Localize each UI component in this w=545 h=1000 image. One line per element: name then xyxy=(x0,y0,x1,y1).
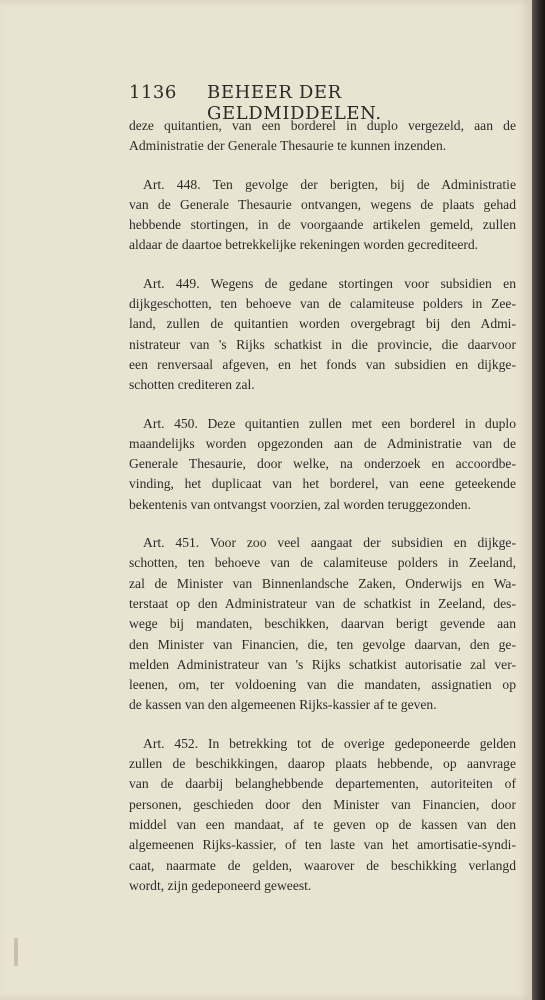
text-line: terstaat op den Administrateur van de schatkist in Zeeland, des- xyxy=(129,595,516,611)
text-line: Art. 448. Ten gevolge der berigten, bij de Administratie xyxy=(143,176,516,192)
text-line: dijkgeschotten, ten behoeve van de calamiteuse polders in Zee- xyxy=(129,296,516,312)
text-line: schotten crediteren zal. xyxy=(129,377,255,393)
text-line: aldaar de daartoe betrekkelijke rekeningen worden gecrediteerd. xyxy=(129,237,479,253)
text-line: zal de Minister van Binnenlandsche Zaken, Onderwijs en Wa- xyxy=(129,575,516,591)
text-line: wege bij mandaten, beschikken, daarvan berigt gevende aan xyxy=(129,616,516,632)
text-line: van de Generale Thesaurie ontvangen, wegens de plaats gehad xyxy=(129,196,516,212)
text-line: Generale Thesaurie, door welke, na onderzoek en accoordbe- xyxy=(129,456,516,472)
text-line: den Minister van Financien, die, ten gevolge daarvan, den ge- xyxy=(129,636,516,652)
text-line: deze quitantien, van een borderel in duplo vergezeld, aan de xyxy=(129,118,516,133)
page-header xyxy=(115,82,520,124)
text-line: van de daarbij belanghebbende departementen, autoriteiten of xyxy=(129,776,516,792)
page-body xyxy=(129,116,516,896)
book-spine-shadow xyxy=(532,0,545,1000)
text-line: Art. 449. Wegens de gedane stortingen voor subsidien en xyxy=(143,275,516,291)
text-line: schotten, ten behoeve van de calamiteuse polders in Zeeland, xyxy=(129,555,516,571)
article-451 xyxy=(129,533,516,716)
text-line: algemeenen Rijks-kassier, of ten laste van het amortisatie-syndi- xyxy=(129,837,516,853)
text-line: leenen, om, ter voldoening van die mandaten, assignatien op xyxy=(129,677,516,693)
page-number: 1136 xyxy=(129,82,177,103)
article-448 xyxy=(129,175,516,256)
text-line: land, zullen de quitantien worden overgebragt bij den Admi- xyxy=(129,316,516,332)
text-line: zullen de beschikkingen, daarop plaats hebbende, op aanvrage xyxy=(129,756,516,772)
article-450 xyxy=(129,414,516,515)
text-line: Art. 451. Voor zoo veel aangaat der subsidien en dijkge- xyxy=(143,535,516,551)
text-line: melden Administrateur van 's Rijks schatkist autorisatie zal ver- xyxy=(129,656,516,672)
text-line: hebbende stortingen, in de voorgaande artikelen gemeld, zullen xyxy=(129,217,516,233)
paragraph-continuation xyxy=(129,116,516,157)
article-452 xyxy=(129,734,516,896)
running-title: BEHEER DER GELDMIDDELEN. xyxy=(207,82,382,124)
text-line: middel van een mandaat, af te geven op de kassen van den xyxy=(129,816,516,832)
text-line: maandelijks worden opgezonden aan de Administratie van de xyxy=(129,435,516,451)
text-line: Art. 452. In betrekking tot de overige gedeponeerde gelden xyxy=(143,735,516,751)
text-line: wordt, zijn gedeponeerd geweest. xyxy=(129,877,312,893)
text-line: Administratie der Generale Thesaurie te kunnen inzenden. xyxy=(129,138,447,154)
text-line: personen, geschieden door den Minister van Financien, door xyxy=(129,796,516,812)
text-line: een renversaal afgeven, en het fonds van subsidien en dijkge- xyxy=(129,356,516,372)
text-line: caat, naarmate de gelden, waarover de beschikking verlangd xyxy=(129,857,516,873)
text-line: Art. 450. Deze quitantien zullen met een borderel in duplo xyxy=(143,415,516,431)
text-line: nistrateur van 's Rijks schatkist in die provincie, die daarvoor xyxy=(129,336,516,352)
text-line: bekentenis van ontvangst voorzien, zal worden teruggezonden. xyxy=(129,496,471,512)
text-line: vinding, het duplicaat van het borderel, van eene geteekende xyxy=(129,476,516,492)
paper-blemish xyxy=(14,938,18,966)
article-449 xyxy=(129,274,516,396)
text-line: de kassen van den algemeenen Rijks-kassier af te geven. xyxy=(129,697,437,713)
